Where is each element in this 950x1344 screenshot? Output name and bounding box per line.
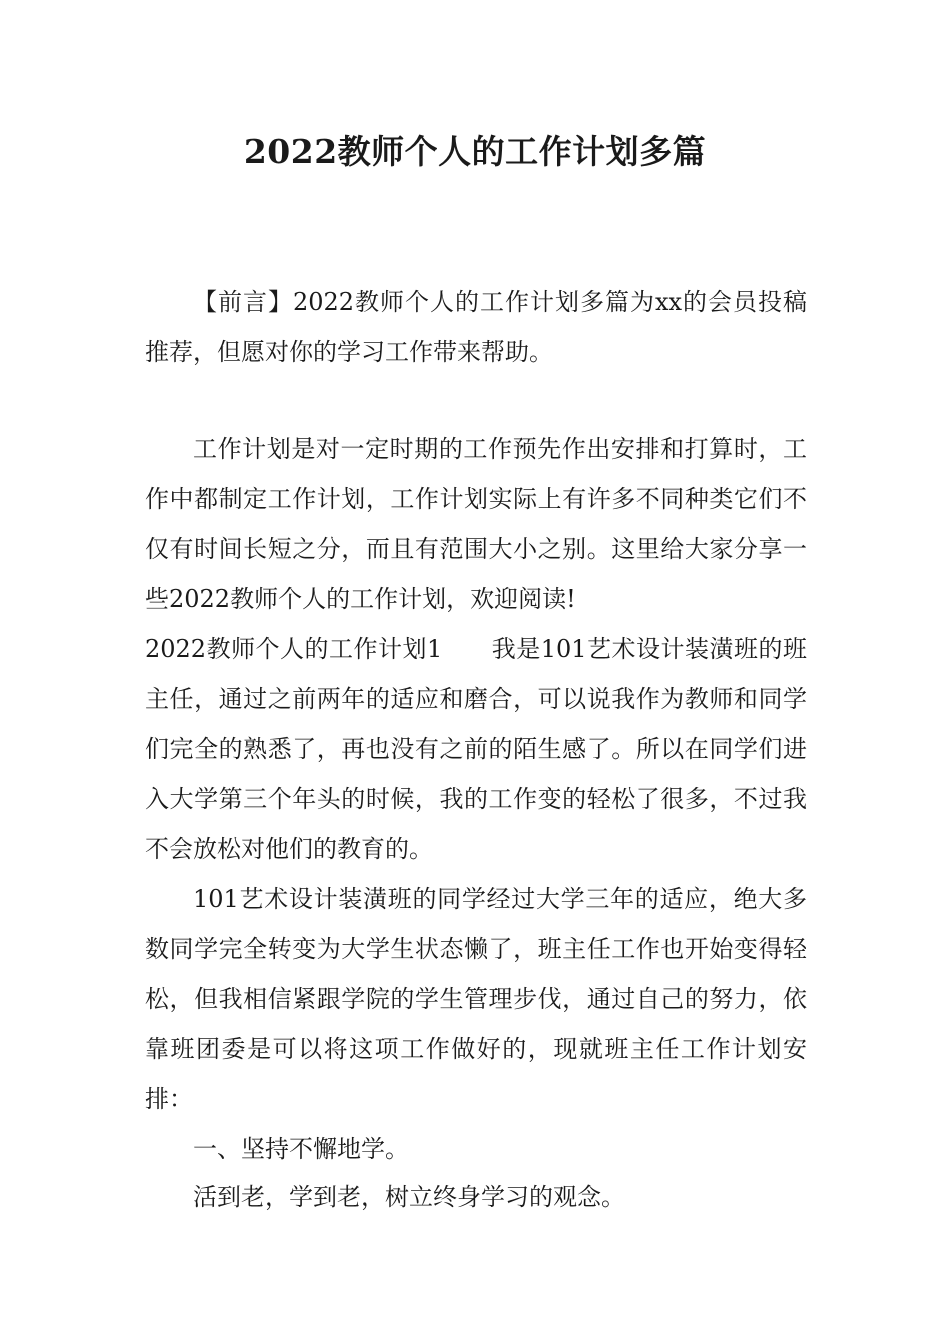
plan-1-paragraph: 2022教师个人的工作计划1 我是101艺术设计装潢班的班主任，通过之前两年的适应和磨合，可以说我作为教师和同学们完全的熟悉了，再也没有之前的陌生感了。所以在同学们进入大学第三个年头的时候，我的工作变的轻松了很多，不过我不会放松对他们的教育的。	[145, 635, 807, 863]
section-1-paragraph: 活到老，学到老，树立终身学习的观念。	[193, 1183, 625, 1211]
preface-paragraph: 【前言】2022教师个人的工作计划多篇为xx的会员投稿推荐，但愿对你的学习工作带来帮助。	[145, 288, 807, 366]
intro-paragraph: 工作计划是对一定时期的工作预先作出安排和打算时，工作中都制定工作计划，工作计划实际上有许多不同种类它们不仅有时间长短之分，而且有范围大小之别。这里给大家分享一些2022教师个人的工作计划，欢迎阅读!	[145, 435, 807, 613]
document-title: 2022教师个人的工作计划多篇	[243, 132, 707, 171]
class-status-paragraph: 101艺术设计装潢班的同学经过大学三年的适应，绝大多数同学完全转变为大学生状态懒了，班主任工作也开始变得轻松，但我相信紧跟学院的学生管理步伐，通过自己的努力，依靠班团委是可以将这项工作做好的，现就班主任工作计划安排：	[145, 885, 807, 1113]
section-heading-1: 一、坚持不懈地学。	[193, 1135, 409, 1163]
